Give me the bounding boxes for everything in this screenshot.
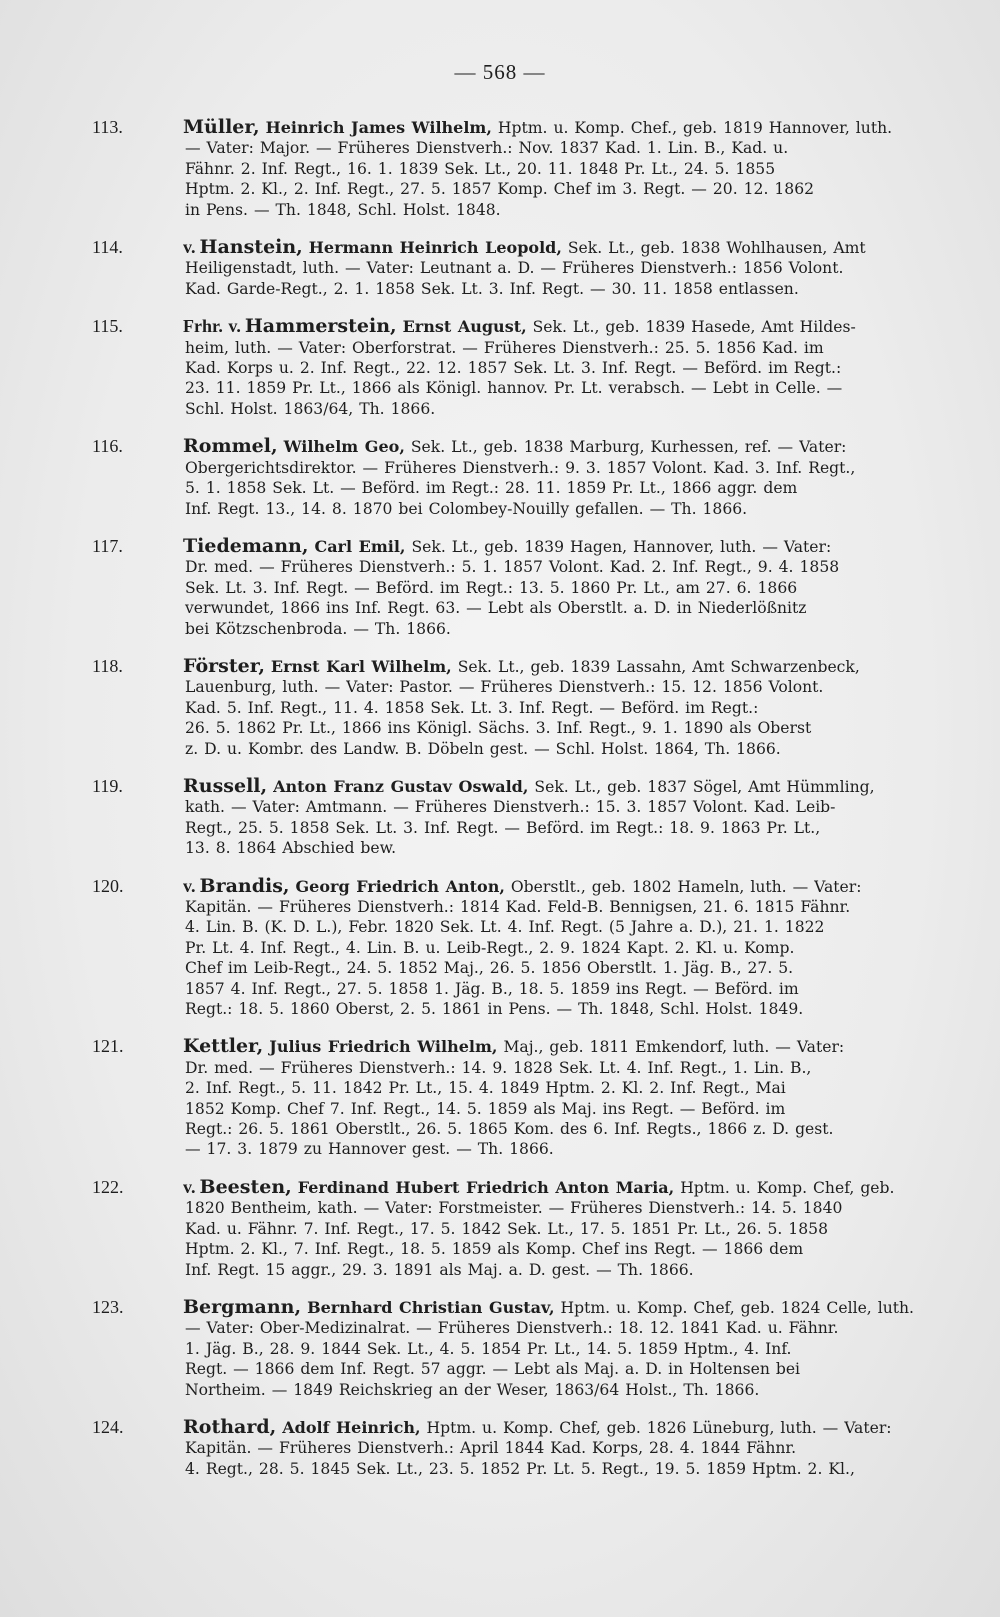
entry-line: 26. 5. 1862 Pr. Lt., 1866 ins Königl. Sächs. 3. Inf. Regt., 9. 1. 1890 als Oberst bbox=[185, 719, 812, 738]
name-prefix: v. bbox=[183, 875, 196, 896]
entry-line bbox=[183, 117, 940, 138]
biography-entry bbox=[0, 237, 1000, 299]
surname: Russell, bbox=[183, 774, 268, 797]
biography-entry bbox=[0, 656, 1000, 759]
given-names: Hermann Heinrich Leopold, bbox=[308, 238, 562, 258]
entry-line: Regt.: 26. 5. 1861 Oberstlt., 26. 5. 1865 Kom. des 6. Inf. Regts., 1866 z. D. gest. bbox=[185, 1120, 834, 1139]
entry-text bbox=[185, 436, 940, 519]
entry-text bbox=[185, 776, 940, 859]
entry-line: verwundet, 1866 ins Inf. Regt. 63. — Lebt als Oberstlt. a. D. in Niederlößnitz bbox=[185, 599, 807, 618]
biography-entry bbox=[0, 1177, 1000, 1280]
entry-line: Chef im Leib-Regt., 24. 5. 1852 Maj., 26. 5. 1856 Oberstlt. 1. Jäg. B., 27. 5. bbox=[185, 959, 794, 978]
entry-line: Dr. med. — Früheres Dienstverh.: 5. 1. 1857 Volont. Kad. 2. Inf. Regt., 9. 4. 1858 bbox=[185, 558, 840, 577]
biography-entry bbox=[0, 1417, 1000, 1479]
entry-line: Regt., 25. 5. 1858 Sek. Lt. 3. Inf. Regt. — Beförd. im Regt.: 18. 9. 1863 Pr. Lt., bbox=[185, 818, 821, 837]
entry-line: Regt.: 18. 5. 1860 Oberst, 2. 5. 1861 in Pens. — Th. 1848, Schl. Holst. 1849. bbox=[185, 1000, 804, 1019]
entry-line: Fähnr. 2. Inf. Regt., 16. 1. 1839 Sek. Lt., 20. 11. 1848 Pr. Lt., 24. 5. 1855 bbox=[185, 159, 776, 178]
entry-text bbox=[185, 656, 940, 759]
surname: Hammerstein, bbox=[244, 315, 397, 338]
biography-entry bbox=[0, 876, 1000, 1020]
entry-text bbox=[185, 536, 940, 639]
entry-line: Dr. med. — Früheres Dienstverh.: 14. 9. 1828 Sek. Lt. 4. Inf. Regt., 1. Lin. B., bbox=[185, 1058, 812, 1077]
given-names: Ernst August, bbox=[402, 317, 527, 337]
entry-line: Lauenburg, luth. — Vater: Pastor. — Früheres Dienstverh.: 15. 12. 1856 Volont. bbox=[185, 678, 824, 697]
entry-text bbox=[185, 117, 940, 220]
entry-text bbox=[185, 1417, 940, 1479]
entry-number: 120. bbox=[92, 875, 124, 896]
entry-line: Sek. Lt. 3. Inf. Regt. — Beförd. im Regt.: 13. 5. 1860 Pr. Lt., am 27. 6. 1866 bbox=[185, 578, 798, 597]
entry-number: 115. bbox=[92, 316, 123, 337]
surname: Rothard, bbox=[183, 1415, 277, 1438]
given-names: Heinrich James Wilhelm, bbox=[265, 118, 492, 137]
entry-line: Kad. Korps u. 2. Inf. Regt., 22. 12. 1857 Sek. Lt. 3. Inf. Regt. — Beförd. im Regt.: bbox=[185, 359, 842, 378]
entry-line: 4. Lin. B. (K. D. L.), Febr. 1820 Sek. Lt. 4. Inf. Regt. (5 Jahre a. D.), 21. 1. 1822 bbox=[185, 918, 825, 937]
entry-line: z. D. u. Kombr. des Landw. B. Döbeln gest. — Schl. Holst. 1864, Th. 1866. bbox=[185, 739, 781, 758]
entry-number: 121. bbox=[92, 1036, 124, 1057]
entry-line: kath. — Vater: Amtmann. — Früheres Dienstverh.: 15. 3. 1857 Volont. Kad. Leib- bbox=[185, 798, 836, 817]
given-names: Wilhelm Geo, bbox=[283, 437, 405, 457]
entry-detail: Sek. Lt., geb. 1839 Hagen, Hannover, luth. — Vater: bbox=[411, 537, 832, 556]
entry-line: Regt. — 1866 dem Inf. Regt. 57 aggr. — Lebt als Maj. a. D. in Holtensen bei bbox=[185, 1360, 801, 1379]
entry-line: 1852 Komp. Chef 7. Inf. Regt., 14. 5. 1859 als Maj. ins Regt. — Beförd. im bbox=[185, 1099, 786, 1118]
surname: Hanstein, bbox=[199, 236, 303, 259]
entry-line: Northeim. — 1849 Reichskrieg an der Weser, 1863/64 Holst., Th. 1866. bbox=[185, 1380, 760, 1399]
entry-line: Inf. Regt. 15 aggr., 29. 3. 1891 als Maj. a. D. gest. — Th. 1866. bbox=[185, 1260, 694, 1279]
given-names: Bernhard Christian Gustav, bbox=[307, 1297, 555, 1317]
entry-line: Heiligenstadt, luth. — Vater: Leutnant a. D. — Früheres Dienstverh.: 1856 Volont. bbox=[185, 259, 844, 278]
biography-entry bbox=[0, 436, 1000, 519]
entry-line: — Vater: Major. — Früheres Dienstverh.: Nov. 1837 Kad. 1. Lin. B., Kad. u. bbox=[185, 139, 789, 158]
entry-line: 1857 4. Inf. Regt., 27. 5. 1858 1. Jäg. B., 18. 5. 1859 ins Regt. — Beförd. im bbox=[185, 979, 799, 998]
entry-line: 1820 Bentheim, kath. — Vater: Forstmeister. — Früheres Dienstverh.: 14. 5. 1840 bbox=[185, 1199, 843, 1218]
entry-detail: Oberstlt., geb. 1802 Hameln, luth. — Vater: bbox=[510, 877, 862, 896]
entry-line bbox=[183, 1297, 940, 1318]
given-names: Carl Emil, bbox=[314, 536, 406, 556]
entry-number: 116. bbox=[92, 436, 123, 457]
biography-entry bbox=[0, 117, 1000, 220]
entry-line: Kapitän. — Früheres Dienstverh.: 1814 Kad. Feld-B. Bennigsen, 21. 6. 1815 Fähnr. bbox=[185, 898, 851, 916]
entry-line: Kad. u. Fähnr. 7. Inf. Regt., 17. 5. 1842 Sek. Lt., 17. 5. 1851 Pr. Lt., 26. 5. 1858 bbox=[185, 1219, 828, 1238]
entry-line: Kapitän. — Früheres Dienstverh.: April 1844 Kad. Korps, 28. 4. 1844 Fähnr. bbox=[185, 1439, 797, 1458]
surname: Beesten, bbox=[199, 1175, 292, 1198]
entry-line: 13. 8. 1864 Abschied bew. bbox=[185, 839, 397, 858]
biography-entry bbox=[0, 316, 1000, 419]
entry-line: 23. 11. 1859 Pr. Lt., 1866 als Königl. hannov. Pr. Lt. verabsch. — Lebt in Celle. — bbox=[185, 379, 843, 398]
entry-line: Kad. Garde-Regt., 2. 1. 1858 Sek. Lt. 3. Inf. Regt. — 30. 11. 1858 entlassen. bbox=[185, 279, 799, 298]
entry-number: 117. bbox=[92, 535, 123, 556]
entry-text bbox=[185, 316, 940, 419]
entry-text bbox=[185, 1177, 940, 1280]
entry-detail: Hptm. u. Komp. Chef, geb. bbox=[680, 1178, 895, 1197]
surname: Brandis, bbox=[199, 874, 290, 897]
entry-line bbox=[183, 436, 940, 457]
entry-line bbox=[183, 316, 940, 337]
entry-number: 114. bbox=[92, 237, 123, 258]
biography-entry bbox=[0, 1297, 1000, 1400]
given-names: Ferdinand Hubert Friedrich Anton Maria, bbox=[297, 1177, 675, 1197]
entry-line: Pr. Lt. 4. Inf. Regt., 4. Lin. B. u. Leib-Regt., 2. 9. 1824 Kapt. 2. Kl. u. Komp. bbox=[185, 938, 795, 957]
entry-line: 5. 1. 1858 Sek. Lt. — Beförd. im Regt.: 28. 11. 1859 Pr. Lt., 1866 aggr. dem bbox=[185, 479, 798, 498]
entry-detail: Maj., geb. 1811 Emkendorf, luth. — Vater: bbox=[503, 1038, 845, 1057]
entry-number: 118. bbox=[92, 655, 123, 676]
entry-detail: Hptm. u. Komp. Chef., geb. 1819 Hannover, luth. bbox=[497, 119, 893, 137]
entry-line: 2. Inf. Regt., 5. 11. 1842 Pr. Lt., 15. 4. 1849 Hptm. 2. Kl. 2. Inf. Regt., Mai bbox=[185, 1079, 786, 1098]
entry-detail: Sek. Lt., geb. 1838 Marburg, Kurhessen, ref. — Vater: bbox=[410, 438, 847, 457]
entry-line bbox=[183, 656, 940, 677]
entry-text bbox=[185, 876, 940, 1020]
given-names: Ernst Karl Wilhelm, bbox=[270, 656, 452, 676]
entry-text bbox=[185, 237, 940, 299]
entry-line: — Vater: Ober-Medizinalrat. — Früheres Dienstverh.: 18. 12. 1841 Kad. u. Fähnr. bbox=[185, 1319, 839, 1338]
entry-line bbox=[183, 1417, 940, 1438]
name-prefix: v. bbox=[183, 1176, 196, 1197]
entry-detail: Hptm. u. Komp. Chef, geb. 1826 Lüneburg, luth. — Vater: bbox=[426, 1418, 892, 1437]
entry-line: Hptm. 2. Kl., 7. Inf. Regt., 18. 5. 1859 als Komp. Chef ins Regt. — 1866 dem bbox=[185, 1240, 804, 1259]
page-number: — 568 — bbox=[454, 60, 546, 84]
surname: Förster, bbox=[183, 654, 265, 677]
entry-line: heim, luth. — Vater: Oberforstrat. — Früheres Dienstverh.: 25. 5. 1856 Kad. im bbox=[185, 338, 824, 357]
surname: Rommel, bbox=[183, 435, 278, 458]
entry-line: Schl. Holst. 1863/64, Th. 1866. bbox=[185, 399, 436, 418]
entry-detail: Sek. Lt., geb. 1838 Wohlhausen, Amt bbox=[567, 239, 866, 258]
given-names: Georg Friedrich Anton, bbox=[295, 876, 505, 896]
entry-line: 4. Regt., 28. 5. 1845 Sek. Lt., 23. 5. 1852 Pr. Lt. 5. Regt., 19. 5. 1859 Hptm. 2. Kl., bbox=[185, 1459, 855, 1478]
surname: Tiedemann, bbox=[183, 534, 309, 557]
entry-line: — 17. 3. 1879 zu Hannover gest. — Th. 1866. bbox=[185, 1140, 554, 1159]
entry-detail: Sek. Lt., geb. 1837 Sögel, Amt Hümmling, bbox=[534, 777, 875, 796]
entry-line bbox=[183, 536, 940, 557]
entry-line: Hptm. 2. Kl., 2. Inf. Regt., 27. 5. 1857 Komp. Chef im 3. Regt. — 20. 12. 1862 bbox=[185, 180, 815, 199]
entry-text bbox=[185, 1297, 940, 1400]
entry-number: 123. bbox=[92, 1296, 124, 1317]
entry-number: 124. bbox=[92, 1416, 124, 1437]
entry-detail: Sek. Lt., geb. 1839 Lassahn, Amt Schwarzenbeck, bbox=[457, 657, 860, 676]
biography-entry bbox=[0, 776, 1000, 859]
given-names: Adolf Heinrich, bbox=[282, 1417, 421, 1437]
given-names: Anton Franz Gustav Oswald, bbox=[273, 776, 529, 796]
surname: Kettler, bbox=[183, 1035, 264, 1058]
biography-entry bbox=[0, 536, 1000, 639]
biography-entry bbox=[0, 1036, 1000, 1159]
entry-list bbox=[0, 117, 1000, 1496]
entry-line bbox=[183, 1177, 940, 1198]
entry-line bbox=[183, 1036, 940, 1057]
entry-text bbox=[185, 1036, 940, 1159]
entry-line bbox=[183, 876, 940, 897]
entry-number: 119. bbox=[92, 775, 123, 796]
entry-line bbox=[183, 776, 940, 797]
entry-detail: Sek. Lt., geb. 1839 Hasede, Amt Hildes- bbox=[532, 318, 856, 337]
given-names: Julius Friedrich Wilhelm, bbox=[269, 1037, 498, 1057]
entry-line: Kad. 5. Inf. Regt., 11. 4. 1858 Sek. Lt. 3. Inf. Regt. — Beförd. im Regt.: bbox=[185, 698, 759, 717]
surname: Bergmann, bbox=[183, 1295, 302, 1318]
entry-line: in Pens. — Th. 1848, Schl. Holst. 1848. bbox=[185, 200, 501, 219]
entry-line: bei Kötzschenbroda. — Th. 1866. bbox=[185, 619, 451, 638]
entry-line: Obergerichtsdirektor. — Früheres Dienstverh.: 9. 3. 1857 Volont. Kad. 3. Inf. Regt., bbox=[185, 458, 856, 477]
entry-number: 122. bbox=[92, 1176, 124, 1197]
entry-number: 113. bbox=[92, 117, 123, 137]
name-prefix: v. bbox=[183, 237, 196, 258]
entry-line: Inf. Regt. 13., 14. 8. 1870 bei Colombey-Nouilly gefallen. — Th. 1866. bbox=[185, 499, 748, 518]
name-prefix: Frhr. v. bbox=[183, 316, 241, 337]
entry-detail: Hptm. u. Komp. Chef, geb. 1824 Celle, luth. bbox=[560, 1298, 915, 1317]
entry-line bbox=[183, 237, 940, 258]
entry-line: 1. Jäg. B., 28. 9. 1844 Sek. Lt., 4. 5. 1854 Pr. Lt., 14. 5. 1859 Hptm., 4. Inf. bbox=[185, 1339, 792, 1358]
surname: Müller, bbox=[183, 116, 260, 138]
